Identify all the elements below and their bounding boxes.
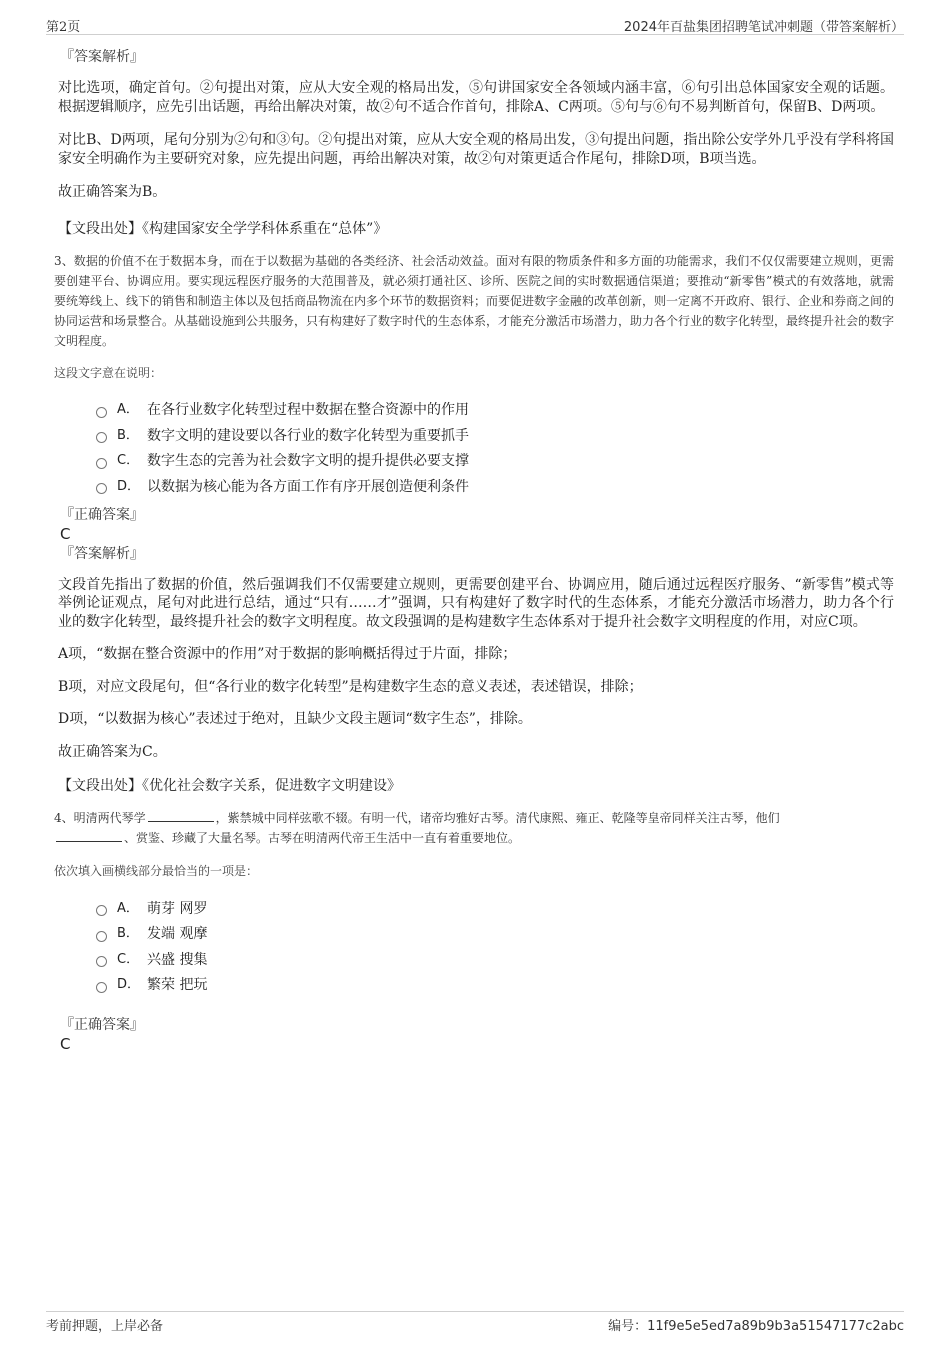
q2-analysis-p1: 对比选项，确定首句。②句提出对策，应从大安全观的格局出发，⑤句讲国家安全各领域内涵丰富，⑥句引出总体国家安全观的话题。根据逻辑顺序，应先引出话题，再给出解决对策，故②句不适合作首句，排除A、C两项。⑤句与⑥句不易判断首句，保留B、D两项。 — [58, 80, 894, 115]
radio-icon[interactable] — [96, 982, 107, 993]
q4-stem: 4、明清两代琴学 ，紫禁城中同样弦歌不辍。有明一代，诸帝均雅好古琴。清代康熙、雍正、乾隆等皇帝同样关注古琴，他们 、赏鉴、珍藏了大量名琴。古琴在明清两代帝王生活中一直有着重要地位。 — [54, 811, 780, 845]
fill-blank-1 — [148, 809, 214, 822]
q3-stem: 3、数据的价值不在于数据本身，而在于以数据为基础的各类经济、社会活动效益。面对有限的物质条件和多方面的功能需求，我们不仅仅需要建立规则，更需要创建平台、协调应用。要实现远程医疗服务的大范围普及，就必须打通社区、诊所、医院之间的实时数据通信渠道；要推动“新零售”模式的有效落地，就需要统筹线上、线下的销售和制造主体以及包括商品物流在内多个环节的数据资料；而要促进数字金融的改革创新，则一定离不开政府、银行、企业和券商之间的协同运营和场景整合。从基础设施到公共服务，只有构建好了数字时代的生态体系，才能充分激活市场潜力，助力各个行业的数字化转型，最终提升社会的数字文明程度。 — [54, 253, 895, 348]
q3-analysis-p4: D项，“以数据为核心”表述过于绝对，且缺少文段主题词“数字生态”，排除。 — [58, 711, 532, 727]
q3-prompt: 这段文字意在说明： — [54, 365, 163, 380]
q3-option-b[interactable]: B． 数字文明的建设要以各行业的数字化转型为重要抓手 — [96, 423, 894, 449]
q2-analysis-p2: 对比B、D两项，尾句分别为②句和③句。②句提出对策，应从大安全观的格局出发，③句提出问题，指出除公安学外几乎没有学科将国家安全明确作为主要研究对象，应先提出问题，再给出解决对策，故②句对策更适合作尾句，排除D项，B项当选。 — [58, 132, 894, 167]
q3-analysis-p3: B项，对应文段尾句，但“各行业的数字化转型”是构建数字生态的意义表述，表述错误，排除； — [58, 678, 643, 695]
q4-option-d[interactable]: D． 繁荣 把玩 — [96, 973, 894, 999]
q3-source: 【文段出处】《优化社会数字关系，促进数字文明建设》 — [58, 778, 401, 794]
q3-answer: C — [60, 524, 71, 543]
document-id: 编号：11f9e5e5ed7a89b9b3a51547177c2abc — [608, 1319, 904, 1334]
q4-option-b[interactable]: B． 发端 观摩 — [96, 922, 894, 948]
q4-option-c[interactable]: C． 兴盛 搜集 — [96, 947, 894, 973]
radio-icon[interactable] — [96, 931, 107, 942]
radio-icon[interactable] — [96, 483, 107, 494]
q4-options — [96, 896, 894, 998]
q4-answer: C — [60, 1035, 71, 1053]
page-number: 第2页 — [46, 20, 81, 35]
q4-prompt: 依次填入画横线部分最恰当的一项是： — [54, 864, 259, 878]
document-title: 2024年百盐集团招聘笔试冲刺题（带答案解析） — [623, 20, 904, 35]
q3-option-d[interactable]: D． 以数据为核心能为各方面工作有序开展创造便利条件 — [96, 474, 894, 500]
fill-blank-2 — [56, 829, 122, 842]
page-content — [54, 46, 895, 1053]
radio-icon[interactable] — [96, 956, 107, 967]
radio-icon[interactable] — [96, 432, 107, 443]
correct-answer-label: 『正确答案』 — [60, 506, 144, 523]
q3-conclusion: 故正确答案为C。 — [58, 743, 167, 760]
analysis-label: 『答案解析』 — [60, 49, 144, 65]
radio-icon[interactable] — [96, 407, 107, 418]
page-header — [46, 14, 904, 35]
radio-icon[interactable] — [96, 905, 107, 916]
q3-analysis-p1: 文段首先指出了数据的价值，然后强调我们不仅需要建立规则，更需要创建平台、协调应用，随后通过远程医疗服务、“新零售”模式等举例论证观点，尾句对此进行总结，通过“只有……才”强调，只有构建好了数字时代的生态体系，才能充分激活市场潜力，助力各个行业的数字化转型，最终提升社会的数字文明程度。故文段强调的是构建数字生态体系对于提升社会数字文明程度的作用，对应C项。 — [58, 576, 894, 630]
q3-analysis-p2: A项，“数据在整合资源中的作用”对于数据的影响概括得过于片面，排除； — [58, 646, 517, 662]
correct-answer-label: 『正确答案』 — [60, 1017, 144, 1033]
q2-source: 【文段出处】《构建国家安全学学科体系重在“总体”》 — [58, 220, 388, 237]
q4-option-a[interactable]: A． 萌芽 网罗 — [96, 896, 894, 922]
q3-options — [96, 398, 894, 500]
analysis-label: 『答案解析』 — [60, 545, 144, 562]
q3-option-a[interactable]: A． 在各行业数字化转型过程中数据在整合资源中的作用 — [96, 398, 894, 424]
radio-icon[interactable] — [96, 458, 107, 469]
q2-conclusion: 故正确答案为B。 — [58, 184, 167, 200]
page-footer — [46, 1311, 904, 1336]
footer-slogan: 考前押题，上岸必备 — [46, 1319, 164, 1334]
q3-option-c[interactable]: C． 数字生态的完善为社会数字文明的提升提供必要支撑 — [96, 449, 894, 475]
